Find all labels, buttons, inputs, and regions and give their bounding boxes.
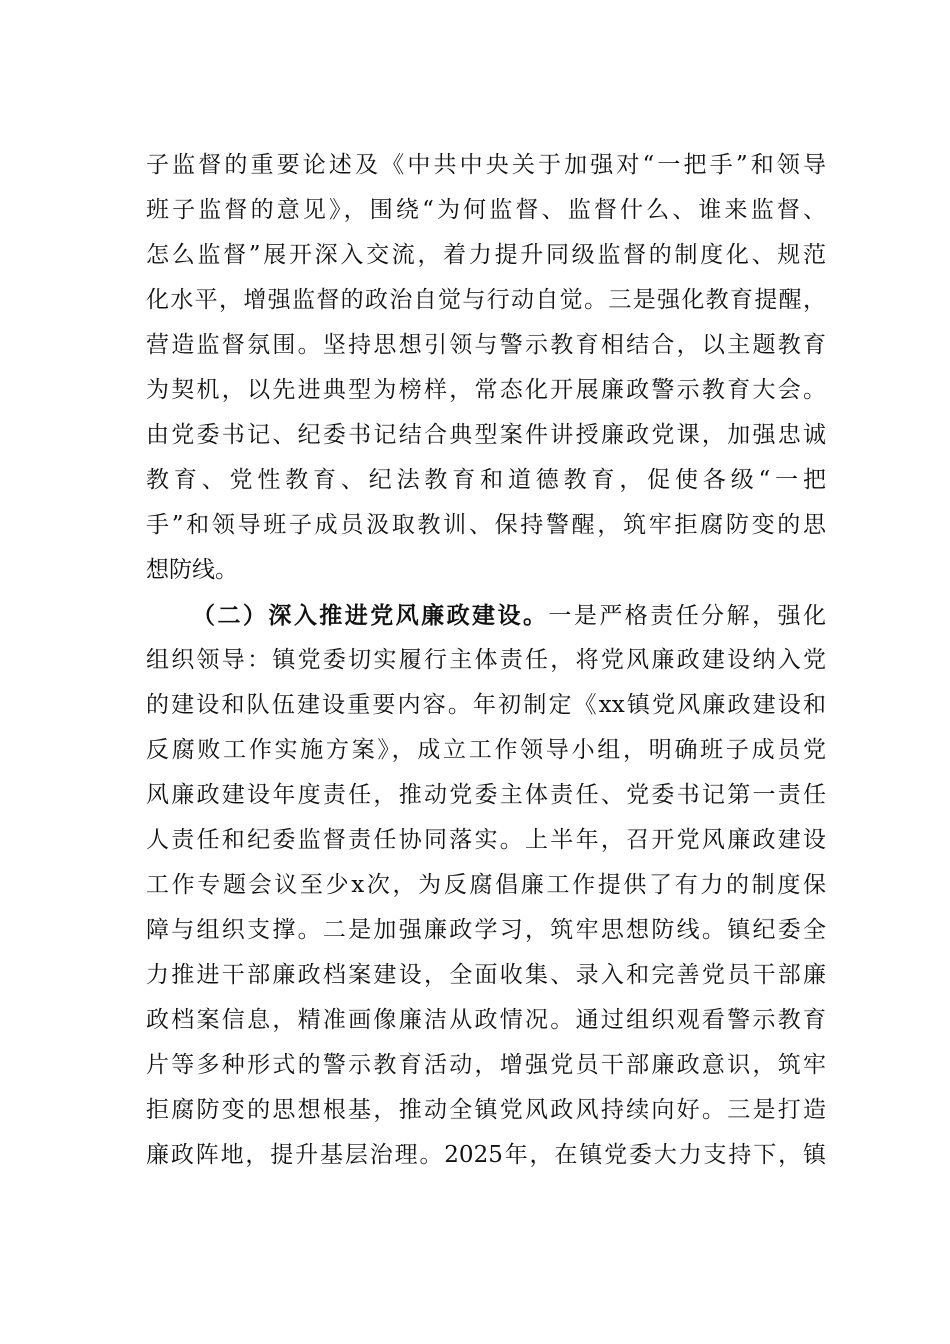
text-line: 片等多种形式的警示教育活动，增强党员干部廉政意识，筑牢 (146, 1052, 826, 1078)
body-text (146, 143, 826, 1178)
paragraph-1 (146, 143, 826, 593)
text-line: 反腐败工作实施方案》，成立工作领导小组，明确班子成员党 (146, 737, 826, 763)
text-line: 怎么监督”展开深入交流，着力提升同级监督的制度化、规范 (146, 242, 826, 268)
text-line: 人责任和纪委监督责任协同落实。上半年，召开党风廉政建设 (146, 827, 826, 853)
paragraph-2-first-line (146, 593, 826, 638)
text-line: 由党委书记、纪委书记结合典型案件讲授廉政党课，加强忠诚 (146, 422, 826, 448)
text-line: 手”和领导班子成员汲取教训、保持警醒，筑牢拒腐防变的思 (146, 512, 826, 538)
section-heading: （二）深入推进党风廉政建设。 (192, 602, 549, 629)
text-line: 营造监督氛围。坚持思想引领与警示教育相结合，以主题教育 (146, 332, 826, 358)
text-line: 组织领导：镇党委切实履行主体责任，将党风廉政建设纳入党 (146, 647, 826, 673)
paragraph-2 (146, 593, 826, 1178)
text-line: 的建设和队伍建设重要内容。年初制定《xx镇党风廉政建设和 (146, 692, 826, 718)
text-line: 力推进干部廉政档案建设，全面收集、录入和完善党员干部廉 (146, 962, 826, 988)
text-line: 障与组织支撑。二是加强廉政学习，筑牢思想防线。镇纪委全 (146, 917, 826, 943)
text-line: 政档案信息，精准画像廉洁从政情况。通过组织观看警示教育 (146, 1007, 826, 1033)
text-line: 工作专题会议至少x次，为反腐倡廉工作提供了有力的制度保 (146, 872, 826, 898)
text-line: 为契机，以先进典型为榜样，常态化开展廉政警示教育大会。 (146, 377, 826, 403)
text-line: 教育、党性教育、纪法教育和道德教育，促使各级“一把 (146, 467, 826, 493)
text-line: 化水平，增强监督的政治自觉与行动自觉。三是强化教育提醒， (146, 287, 826, 313)
text-line: 拒腐防变的思想根基，推动全镇党风政风持续向好。三是打造 (146, 1097, 826, 1123)
text-line: 班子监督的意见》，围绕“为何监督、监督什么、谁来监督、 (146, 197, 826, 223)
text-line: 子监督的重要论述及《中共中央关于加强对“一把手”和领导 (146, 152, 826, 178)
text-line: 想防线。 (146, 557, 238, 583)
text-line: 廉政阵地，提升基层治理。2025年，在镇党委大力支持下，镇 (146, 1142, 826, 1168)
heading-continuation: 一是严格责任分解，强化 (548, 603, 827, 629)
text-line: 风廉政建设年度责任，推动党委主体责任、党委书记第一责任 (146, 782, 826, 808)
